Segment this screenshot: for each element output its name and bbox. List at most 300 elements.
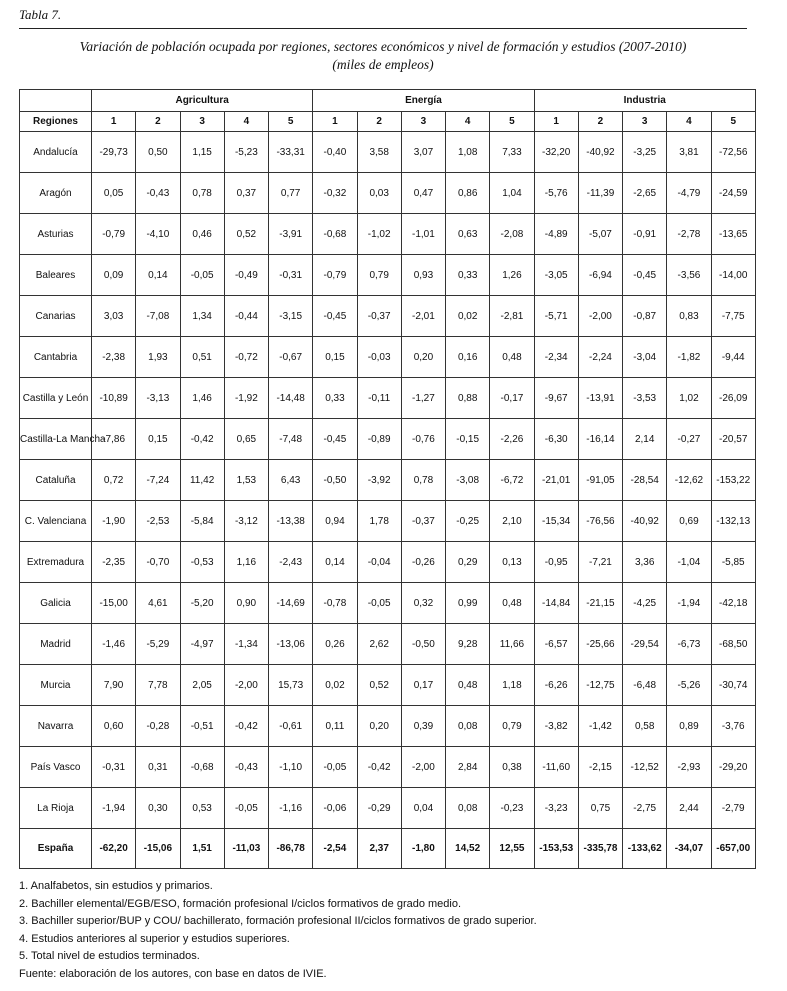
value-cell: -13,65 [711, 214, 755, 255]
value-cell: 0,47 [401, 173, 445, 214]
region-cell: Canarias [20, 296, 92, 337]
value-cell: 0,93 [401, 255, 445, 296]
value-cell: -2,26 [490, 419, 534, 460]
value-cell: -5,85 [711, 542, 755, 583]
value-cell: -20,57 [711, 419, 755, 460]
value-cell: 0,31 [136, 747, 180, 788]
value-cell: -3,92 [357, 460, 401, 501]
value-cell: -3,04 [623, 337, 667, 378]
value-cell: 9,28 [446, 624, 490, 665]
value-cell: 1,26 [490, 255, 534, 296]
value-cell: -21,01 [534, 460, 578, 501]
value-cell: -1,90 [92, 501, 136, 542]
value-cell: -1,27 [401, 378, 445, 419]
value-cell: -0,06 [313, 788, 357, 829]
value-cell: -68,50 [711, 624, 755, 665]
value-cell: 7,78 [136, 665, 180, 706]
value-cell: -0,25 [446, 501, 490, 542]
value-cell: -2,38 [92, 337, 136, 378]
value-cell: -5,71 [534, 296, 578, 337]
value-cell: -91,05 [578, 460, 622, 501]
value-cell: 0,51 [180, 337, 224, 378]
value-cell: -10,89 [92, 378, 136, 419]
footnote: 5. Total nivel de estudios terminados. [19, 950, 200, 963]
region-cell: Asturias [20, 214, 92, 255]
table-row [20, 378, 756, 419]
value-cell: 1,93 [136, 337, 180, 378]
source-note: Fuente: elaboración de los autores, con base en datos de IVIE. [19, 967, 327, 980]
value-cell: 2,37 [357, 829, 401, 869]
region-cell: Galicia [20, 583, 92, 624]
value-cell: -7,21 [578, 542, 622, 583]
value-cell: -2,01 [401, 296, 445, 337]
value-cell: -3,08 [446, 460, 490, 501]
level-header-cell: 4 [224, 112, 268, 132]
value-cell: -2,35 [92, 542, 136, 583]
region-cell: La Rioja [20, 788, 92, 829]
value-cell: -1,82 [667, 337, 711, 378]
value-cell: -0,15 [446, 419, 490, 460]
value-cell: 0,94 [313, 501, 357, 542]
value-cell: -2,00 [224, 665, 268, 706]
value-cell: -0,05 [313, 747, 357, 788]
value-cell: -0,17 [490, 378, 534, 419]
level-header-cell: 1 [534, 112, 578, 132]
value-cell: -15,00 [92, 583, 136, 624]
value-cell: -13,38 [269, 501, 313, 542]
value-cell: -24,59 [711, 173, 755, 214]
value-cell: -2,00 [578, 296, 622, 337]
sector-header-energia: Energía [313, 90, 534, 112]
value-cell: 0,88 [446, 378, 490, 419]
value-cell: -0,51 [180, 706, 224, 747]
table-row [20, 788, 756, 829]
value-cell: 0,72 [92, 460, 136, 501]
value-cell: 0,15 [313, 337, 357, 378]
value-cell: 0,16 [446, 337, 490, 378]
value-cell: -1,16 [269, 788, 313, 829]
value-cell: -11,39 [578, 173, 622, 214]
value-cell: 0,33 [313, 378, 357, 419]
value-cell: 0,78 [180, 173, 224, 214]
value-cell: 0,38 [490, 747, 534, 788]
value-cell: -2,00 [401, 747, 445, 788]
value-cell: -0,53 [180, 542, 224, 583]
value-cell: -335,78 [578, 829, 622, 869]
value-cell: 14,52 [446, 829, 490, 869]
table-row [20, 419, 756, 460]
value-cell: -0,91 [623, 214, 667, 255]
value-cell: -0,45 [313, 419, 357, 460]
value-cell: 0,53 [180, 788, 224, 829]
value-cell: -3,82 [534, 706, 578, 747]
value-cell: 0,33 [446, 255, 490, 296]
value-cell: 0,65 [224, 419, 268, 460]
value-cell: -2,93 [667, 747, 711, 788]
region-cell: España [20, 829, 92, 869]
value-cell: -33,31 [269, 132, 313, 173]
value-cell: 1,15 [180, 132, 224, 173]
value-cell: 1,16 [224, 542, 268, 583]
level-header-cell: 5 [490, 112, 534, 132]
value-cell: 0,52 [357, 665, 401, 706]
value-cell: -42,18 [711, 583, 755, 624]
value-cell: -153,53 [534, 829, 578, 869]
value-cell: -0,28 [136, 706, 180, 747]
value-cell: -5,23 [224, 132, 268, 173]
value-cell: -9,44 [711, 337, 755, 378]
value-cell: -0,78 [313, 583, 357, 624]
value-cell: -0,37 [357, 296, 401, 337]
value-cell: -2,81 [490, 296, 534, 337]
table-subtitle: (miles de empleos) [332, 57, 434, 72]
value-cell: -132,13 [711, 501, 755, 542]
value-cell: 7,90 [92, 665, 136, 706]
level-header-row [20, 112, 756, 132]
level-header-cell: 1 [313, 112, 357, 132]
value-cell: -14,69 [269, 583, 313, 624]
value-cell: -0,50 [401, 624, 445, 665]
value-cell: 0,30 [136, 788, 180, 829]
value-cell: -15,34 [534, 501, 578, 542]
value-cell: 0,29 [446, 542, 490, 583]
value-cell: -0,68 [180, 747, 224, 788]
value-cell: -14,48 [269, 378, 313, 419]
value-cell: 1,78 [357, 501, 401, 542]
value-cell: -3,25 [623, 132, 667, 173]
value-cell: 6,43 [269, 460, 313, 501]
value-cell: 0,05 [92, 173, 136, 214]
value-cell: -133,62 [623, 829, 667, 869]
value-cell: 0,37 [224, 173, 268, 214]
value-cell: 0,89 [667, 706, 711, 747]
value-cell: -30,74 [711, 665, 755, 706]
value-cell: 0,69 [667, 501, 711, 542]
value-cell: 0,77 [269, 173, 313, 214]
value-cell: -0,45 [623, 255, 667, 296]
value-cell: 2,10 [490, 501, 534, 542]
value-cell: 3,81 [667, 132, 711, 173]
value-cell: -0,05 [224, 788, 268, 829]
value-cell: -6,72 [490, 460, 534, 501]
value-cell: -1,04 [667, 542, 711, 583]
value-cell: 1,08 [446, 132, 490, 173]
value-cell: -12,62 [667, 460, 711, 501]
value-cell: -0,32 [313, 173, 357, 214]
value-cell: 0,46 [180, 214, 224, 255]
sector-header-row [20, 90, 756, 112]
value-cell: -72,56 [711, 132, 755, 173]
value-cell: -0,31 [92, 747, 136, 788]
value-cell: -12,75 [578, 665, 622, 706]
value-cell: -14,84 [534, 583, 578, 624]
value-cell: -0,61 [269, 706, 313, 747]
footnote: 3. Bachiller superior/BUP y COU/ bachillerato, formación profesional II/ciclos formativos de grado superior. [19, 915, 537, 928]
region-cell: País Vasco [20, 747, 92, 788]
value-cell: -0,67 [269, 337, 313, 378]
value-cell: -0,42 [224, 706, 268, 747]
value-cell: -3,53 [623, 378, 667, 419]
value-cell: -0,05 [357, 583, 401, 624]
value-cell: -657,00 [711, 829, 755, 869]
value-cell: -40,92 [578, 132, 622, 173]
table-number-label: Tabla 7. [19, 7, 62, 22]
value-cell: -6,73 [667, 624, 711, 665]
table-row [20, 583, 756, 624]
value-cell: 0,26 [313, 624, 357, 665]
table-title: Variación de población ocupada por regiones, sectores económicos y nivel de formación y estudios (2007-2010) [79, 39, 687, 54]
value-cell: -21,15 [578, 583, 622, 624]
value-cell: -3,76 [711, 706, 755, 747]
value-cell: -76,56 [578, 501, 622, 542]
value-cell: -3,23 [534, 788, 578, 829]
table-row [20, 214, 756, 255]
value-cell: -0,79 [313, 255, 357, 296]
value-cell: 0,75 [578, 788, 622, 829]
table-row [20, 747, 756, 788]
value-cell: -11,03 [224, 829, 268, 869]
value-cell: 0,48 [490, 583, 534, 624]
value-cell: 0,58 [623, 706, 667, 747]
value-cell: 3,03 [92, 296, 136, 337]
value-cell: 0,15 [136, 419, 180, 460]
value-cell: -0,11 [357, 378, 401, 419]
value-cell: -1,80 [401, 829, 445, 869]
value-cell: 0,60 [92, 706, 136, 747]
value-cell: 11,42 [180, 460, 224, 501]
empty-corner-cell [20, 90, 92, 112]
value-cell: -0,42 [357, 747, 401, 788]
value-cell: 2,44 [667, 788, 711, 829]
table-row [20, 501, 756, 542]
value-cell: -0,43 [224, 747, 268, 788]
value-cell: 7,33 [490, 132, 534, 173]
table-row [20, 296, 756, 337]
table-row [20, 132, 756, 173]
value-cell: -0,68 [313, 214, 357, 255]
value-cell: 3,58 [357, 132, 401, 173]
value-cell: -29,20 [711, 747, 755, 788]
value-cell: 4,61 [136, 583, 180, 624]
value-cell: -34,07 [667, 829, 711, 869]
value-cell: -3,13 [136, 378, 180, 419]
level-header-cell: 4 [446, 112, 490, 132]
level-header-cell: 5 [711, 112, 755, 132]
value-cell: -153,22 [711, 460, 755, 501]
region-cell: Andalucía [20, 132, 92, 173]
value-cell: 0,78 [401, 460, 445, 501]
value-cell: 0,32 [401, 583, 445, 624]
value-cell: 0,99 [446, 583, 490, 624]
value-cell: -6,94 [578, 255, 622, 296]
region-cell: Extremadura [20, 542, 92, 583]
value-cell: 0,20 [401, 337, 445, 378]
value-cell: -0,29 [357, 788, 401, 829]
value-cell: -0,70 [136, 542, 180, 583]
value-cell: -0,76 [401, 419, 445, 460]
value-cell: 1,53 [224, 460, 268, 501]
value-cell: 11,66 [490, 624, 534, 665]
region-cell: Cataluña [20, 460, 92, 501]
region-cell: Aragón [20, 173, 92, 214]
region-cell: Cantabria [20, 337, 92, 378]
value-cell: -28,54 [623, 460, 667, 501]
value-cell: -5,26 [667, 665, 711, 706]
value-cell: -86,78 [269, 829, 313, 869]
value-cell: -12,52 [623, 747, 667, 788]
value-cell: -2,75 [623, 788, 667, 829]
regions-header: Regiones [20, 112, 92, 132]
value-cell: -5,76 [534, 173, 578, 214]
value-cell: 0,90 [224, 583, 268, 624]
table-row [20, 337, 756, 378]
value-cell: -14,00 [711, 255, 755, 296]
value-cell: 1,02 [667, 378, 711, 419]
table-row [20, 173, 756, 214]
value-cell: 3,07 [401, 132, 445, 173]
value-cell: -0,72 [224, 337, 268, 378]
value-cell: -9,67 [534, 378, 578, 419]
value-cell: -13,91 [578, 378, 622, 419]
value-cell: -2,65 [623, 173, 667, 214]
value-cell: -7,48 [269, 419, 313, 460]
value-cell: -0,03 [357, 337, 401, 378]
value-cell: -0,44 [224, 296, 268, 337]
region-cell: Castilla-La Mancha [20, 419, 92, 460]
value-cell: 0,09 [92, 255, 136, 296]
value-cell: -7,24 [136, 460, 180, 501]
value-cell: -6,26 [534, 665, 578, 706]
table-row [20, 542, 756, 583]
level-header-cell: 5 [269, 112, 313, 132]
value-cell: -2,54 [313, 829, 357, 869]
value-cell: -3,91 [269, 214, 313, 255]
footnote: 4. Estudios anteriores al superior y estudios superiores. [19, 932, 290, 945]
value-cell: 0,79 [357, 255, 401, 296]
value-cell: -5,07 [578, 214, 622, 255]
region-cell: Madrid [20, 624, 92, 665]
value-cell: -29,54 [623, 624, 667, 665]
level-header-cell: 3 [401, 112, 445, 132]
value-cell: -0,05 [180, 255, 224, 296]
employment-table [19, 89, 756, 869]
value-cell: 0,52 [224, 214, 268, 255]
level-header-cell: 3 [180, 112, 224, 132]
value-cell: 0,08 [446, 788, 490, 829]
value-cell: -32,20 [534, 132, 578, 173]
value-cell: -3,05 [534, 255, 578, 296]
value-cell: -1,94 [667, 583, 711, 624]
value-cell: -0,50 [313, 460, 357, 501]
value-cell: 1,51 [180, 829, 224, 869]
value-cell: -11,60 [534, 747, 578, 788]
value-cell: 12,55 [490, 829, 534, 869]
value-cell: -1,92 [224, 378, 268, 419]
table-row [20, 255, 756, 296]
value-cell: -1,42 [578, 706, 622, 747]
value-cell: -3,56 [667, 255, 711, 296]
value-cell: -0,40 [313, 132, 357, 173]
value-cell: 2,62 [357, 624, 401, 665]
total-row [20, 829, 756, 869]
value-cell: -2,08 [490, 214, 534, 255]
value-cell: -7,86 [92, 419, 136, 460]
value-cell: 0,02 [446, 296, 490, 337]
level-header-cell: 3 [623, 112, 667, 132]
value-cell: -0,23 [490, 788, 534, 829]
value-cell: 0,63 [446, 214, 490, 255]
level-header-cell: 2 [136, 112, 180, 132]
footnote: 1. Analfabetos, sin estudios y primarios. [19, 880, 213, 892]
value-cell: -2,34 [534, 337, 578, 378]
value-cell: -2,53 [136, 501, 180, 542]
value-cell: 0,86 [446, 173, 490, 214]
sector-header-industria: Industria [534, 90, 755, 112]
value-cell: -1,94 [92, 788, 136, 829]
value-cell: -0,49 [224, 255, 268, 296]
level-header-cell: 4 [667, 112, 711, 132]
value-cell: 0,14 [136, 255, 180, 296]
value-cell: 1,34 [180, 296, 224, 337]
table-row [20, 460, 756, 501]
value-cell: -3,12 [224, 501, 268, 542]
value-cell: -7,75 [711, 296, 755, 337]
value-cell: -4,25 [623, 583, 667, 624]
value-cell: 0,11 [313, 706, 357, 747]
value-cell: 0,08 [446, 706, 490, 747]
level-header-cell: 1 [92, 112, 136, 132]
value-cell: -0,26 [401, 542, 445, 583]
table-body [20, 132, 756, 869]
sector-header-agricultura: Agricultura [92, 90, 313, 112]
value-cell: -3,15 [269, 296, 313, 337]
value-cell: 1,04 [490, 173, 534, 214]
value-cell: -0,37 [401, 501, 445, 542]
table-row [20, 624, 756, 665]
value-cell: -15,06 [136, 829, 180, 869]
value-cell: -1,02 [357, 214, 401, 255]
value-cell: 0,04 [401, 788, 445, 829]
value-cell: 0,39 [401, 706, 445, 747]
value-cell: -0,89 [357, 419, 401, 460]
value-cell: 0,83 [667, 296, 711, 337]
value-cell: 0,13 [490, 542, 534, 583]
value-cell: -2,15 [578, 747, 622, 788]
value-cell: -16,14 [578, 419, 622, 460]
region-cell: Murcia [20, 665, 92, 706]
level-header-cell: 2 [578, 112, 622, 132]
value-cell: -4,79 [667, 173, 711, 214]
header-rule [19, 28, 747, 29]
footnote: 2. Bachiller elemental/EGB/ESO, formación profesional I/ciclos formativos de grado medio. [19, 897, 462, 910]
value-cell: -0,45 [313, 296, 357, 337]
value-cell: -5,84 [180, 501, 224, 542]
value-cell: -25,66 [578, 624, 622, 665]
value-cell: 0,79 [490, 706, 534, 747]
value-cell: -4,89 [534, 214, 578, 255]
value-cell: 2,14 [623, 419, 667, 460]
value-cell: 0,48 [446, 665, 490, 706]
value-cell: -26,09 [711, 378, 755, 419]
value-cell: -6,30 [534, 419, 578, 460]
value-cell: -0,87 [623, 296, 667, 337]
value-cell: 0,48 [490, 337, 534, 378]
value-cell: 2,05 [180, 665, 224, 706]
region-cell: Navarra [20, 706, 92, 747]
value-cell: -1,46 [92, 624, 136, 665]
value-cell: 0,02 [313, 665, 357, 706]
value-cell: 0,17 [401, 665, 445, 706]
